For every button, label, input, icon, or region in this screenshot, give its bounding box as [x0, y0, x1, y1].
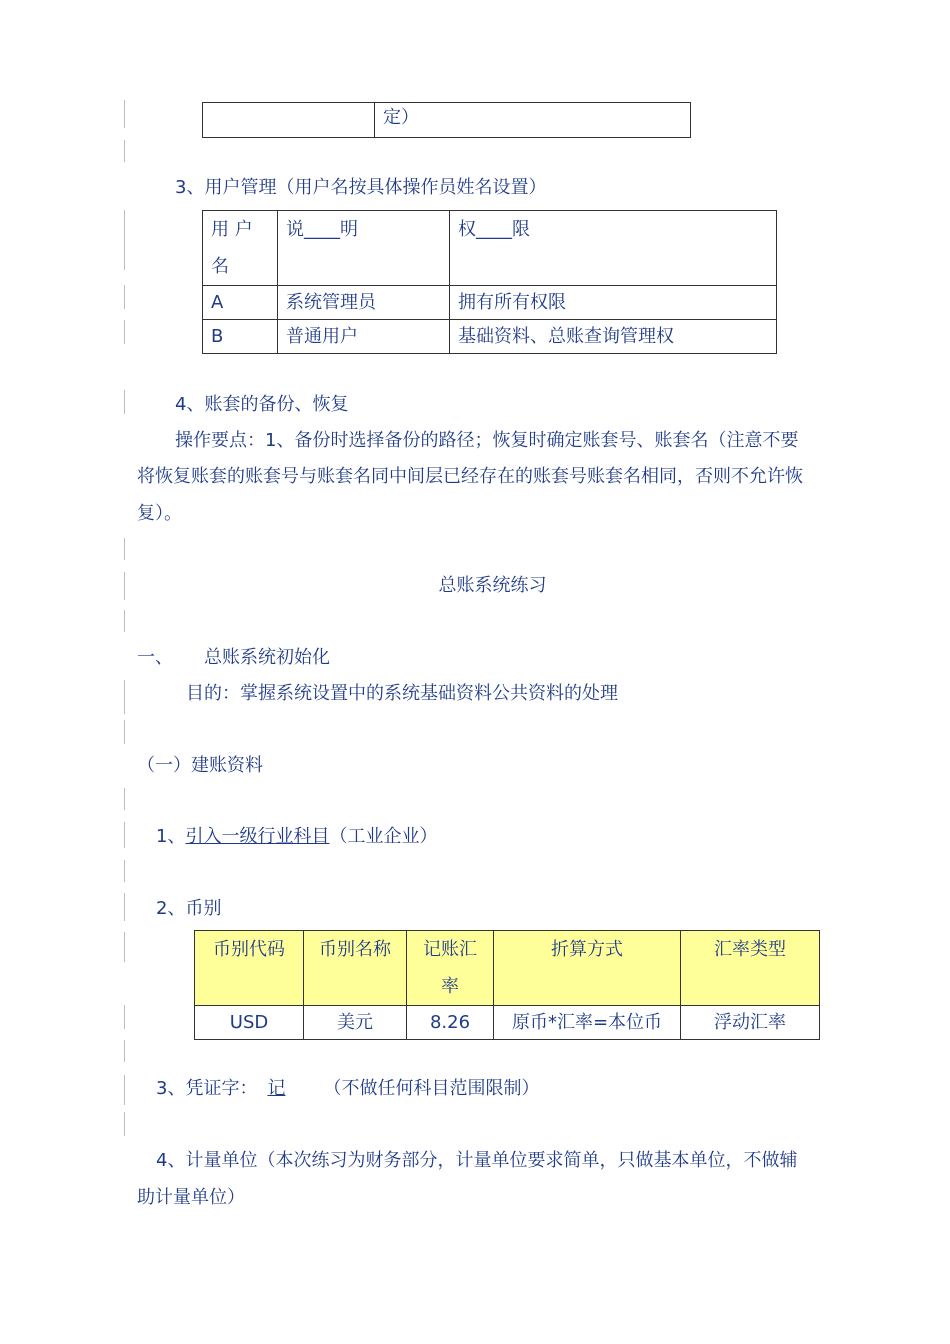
paragraph-line: 4、计量单位（本次练习为财务部分，计量单位要求简单，只做基本单位，不做辅	[156, 1150, 798, 1171]
table-cell: 美元	[304, 1006, 407, 1040]
item-suffix: （工业企业）	[329, 826, 438, 847]
item-prefix: 1、	[156, 826, 186, 847]
purpose-text: 目的：掌握系统设置中的系统基础资料公共资料的处理	[186, 683, 618, 704]
section-heading: 4、账套的备份、恢复	[175, 394, 349, 415]
paragraph-line: 复）。	[137, 503, 182, 524]
margin-mark	[124, 1075, 125, 1105]
margin-mark	[124, 932, 125, 962]
table-cell: 原币*汇率=本位币	[494, 1006, 681, 1040]
margin-mark	[124, 320, 125, 344]
margin-mark	[124, 893, 125, 921]
item-link[interactable]: 引入一级行业科目	[185, 826, 330, 847]
margin-mark	[124, 210, 125, 270]
paragraph-line: 助计量单位）	[137, 1187, 245, 1208]
item-line	[156, 1077, 539, 1101]
margin-mark	[124, 140, 125, 162]
top-table	[202, 102, 691, 138]
table-cell: A	[203, 286, 278, 320]
top-table-cell: 定）	[375, 103, 691, 138]
table-header-cell: 币别名称	[304, 931, 407, 1006]
table-cell: 系统管理员	[278, 286, 450, 320]
margin-mark	[124, 822, 125, 848]
table-header-cell: 权____限	[450, 211, 777, 286]
paragraph-line: 操作要点：1、备份时选择备份的路径；恢复时确定账套号、账套名（注意不要	[175, 430, 799, 451]
table-header-cell	[407, 931, 494, 1006]
margin-mark	[124, 1112, 125, 1136]
table-header-cell: 折算方式	[494, 931, 681, 1006]
margin-mark	[124, 610, 125, 632]
table-cell: 基础资料、总账查询管理权	[450, 320, 777, 354]
table-header-cell: 汇率类型	[681, 931, 820, 1006]
margin-mark	[124, 390, 125, 414]
table-header-row	[203, 211, 777, 286]
subsection-heading: （一）建账资料	[137, 755, 263, 776]
part-title: 总账系统初始化	[204, 647, 330, 668]
table-cell: 普通用户	[278, 320, 450, 354]
table-header-cell	[195, 931, 304, 1006]
table-row	[195, 1006, 820, 1040]
header-user: 用 户 名	[211, 219, 253, 277]
table-header-cell: 说____明	[278, 211, 450, 286]
paragraph-line: 将恢复账套的账套号与账套名同中间层已经存在的账套号账套名相同，否则不允许恢	[137, 466, 803, 487]
voucher-word: 记	[267, 1078, 286, 1099]
part-number: 一、	[137, 647, 173, 668]
table-header-cell	[203, 211, 278, 286]
table-cell: 拥有所有权限	[450, 286, 777, 320]
table-row	[203, 320, 777, 354]
table-cell: B	[203, 320, 278, 354]
user-table	[202, 210, 777, 354]
top-table-cell	[203, 103, 375, 138]
margin-mark	[124, 788, 125, 810]
margin-mark	[124, 720, 125, 744]
table-cell: 8.26	[407, 1006, 494, 1040]
table-cell: 浮动汇率	[681, 1006, 820, 1040]
item-note: （不做任何科目范围限制）	[323, 1078, 540, 1099]
item-line	[156, 825, 437, 849]
item-prefix: 3、凭证字：	[156, 1078, 258, 1099]
currency-table	[194, 930, 820, 1040]
margin-mark	[124, 860, 125, 882]
table-cell: USD	[195, 1006, 304, 1040]
margin-mark	[124, 1005, 125, 1029]
margin-mark	[124, 1040, 125, 1062]
margin-mark	[124, 285, 125, 309]
header-rate: 记账汇率	[423, 939, 477, 997]
page-title: 总账系统练习	[438, 575, 547, 596]
margin-mark	[124, 680, 125, 714]
section-heading: 3、用户管理（用户名按具体操作员姓名设置）	[175, 177, 547, 198]
table-header-row	[195, 931, 820, 1006]
item-heading: 2、币别	[156, 898, 222, 919]
header-code: 币别代码	[213, 939, 285, 960]
margin-mark	[124, 100, 125, 128]
margin-mark	[124, 538, 125, 560]
table-row	[203, 286, 777, 320]
